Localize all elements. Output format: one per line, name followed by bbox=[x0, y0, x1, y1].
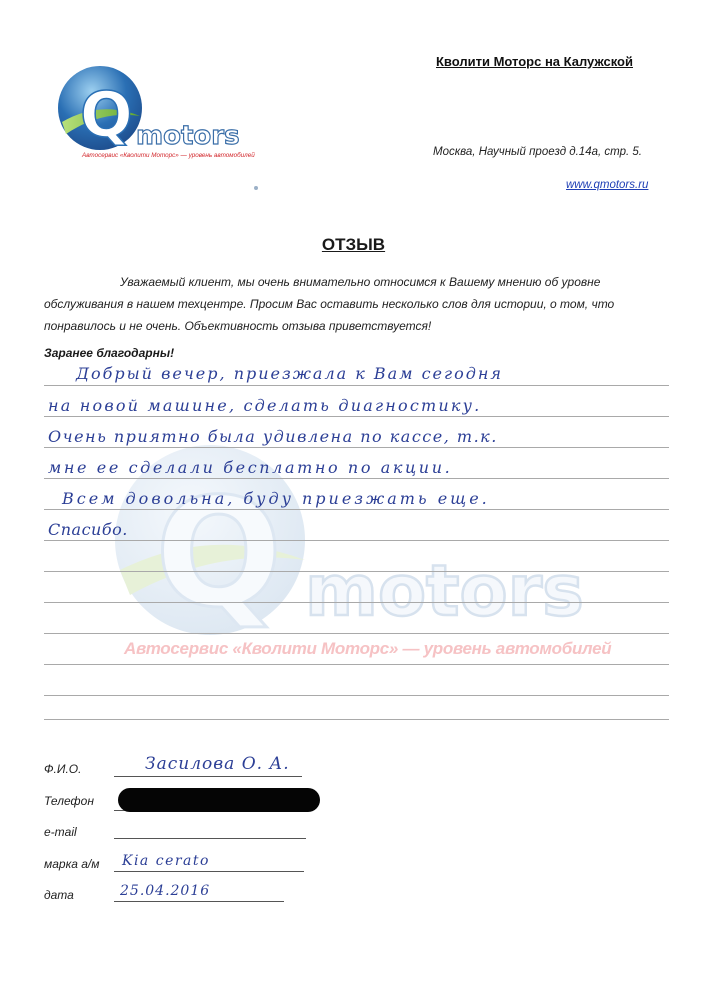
fio-label: Ф.И.О. bbox=[44, 762, 82, 776]
writing-line bbox=[44, 602, 669, 603]
watermark-word: motors bbox=[305, 550, 584, 632]
email-label: e-mail bbox=[44, 825, 77, 839]
car-field[interactable] bbox=[114, 871, 304, 872]
writing-line bbox=[44, 540, 669, 541]
date-value: 25.04.2016 bbox=[120, 883, 211, 899]
watermark-slogan: Автосервис «Кволити Моторс» — уровень автомобилей bbox=[124, 639, 612, 658]
review-line: Всем довольна, буду приезжать еще. bbox=[62, 489, 490, 508]
writing-line bbox=[44, 447, 669, 448]
writing-line bbox=[44, 571, 669, 572]
document-title: ОТЗЫВ bbox=[321, 235, 386, 254]
writing-line bbox=[44, 695, 669, 696]
review-line: на новой машине, сделать диагностику. bbox=[48, 396, 482, 415]
watermark-letter: Q bbox=[155, 467, 283, 641]
decorative-dot bbox=[254, 186, 258, 190]
company-address: Москва, Научный проезд д.14а, стр. 5. bbox=[433, 146, 642, 158]
logo-letter: Q bbox=[80, 78, 133, 151]
date-label: дата bbox=[44, 888, 74, 902]
writing-line bbox=[44, 633, 669, 634]
review-line: Очень приятно была удивлена по кассе, т.к. bbox=[48, 427, 498, 446]
writing-line bbox=[44, 719, 669, 720]
phone-label: Телефон bbox=[44, 794, 94, 808]
review-line: Спасибо. bbox=[48, 520, 128, 539]
thanks-text: Заранее благодарны! bbox=[44, 346, 175, 360]
website-link[interactable]: www.qmotors.ru bbox=[566, 179, 649, 191]
writing-line bbox=[44, 664, 669, 665]
fio-field[interactable] bbox=[114, 776, 302, 777]
review-line: мне ее сделали бесплатно по акции. bbox=[48, 458, 453, 477]
writing-line bbox=[44, 416, 669, 417]
logo-word: motors bbox=[136, 121, 240, 151]
company-name: Кволити Моторс на Калужской bbox=[436, 54, 633, 69]
intro-paragraph: Уважаемый клиент, мы очень внимательно относимся к Вашему мнению об уровне обслуживания в нашем техцентре. Просим Вас оставить несколько слов для истории, о том, что понравилось и не очень. Объективность отзыва приветствуется! bbox=[44, 275, 615, 333]
logo-slogan: Автосервис «Кволити Моторс» — уровень автомобилей bbox=[82, 152, 255, 159]
car-label: марка а/м bbox=[44, 857, 100, 871]
date-field[interactable] bbox=[114, 901, 284, 902]
writing-line bbox=[44, 385, 669, 386]
writing-line bbox=[44, 509, 669, 510]
phone-redaction bbox=[118, 788, 320, 812]
review-line: Добрый вечер, приезжала к Вам сегодня bbox=[76, 364, 503, 383]
fio-value: Засилова О. А. bbox=[145, 754, 290, 774]
writing-line bbox=[44, 478, 669, 479]
email-field[interactable] bbox=[114, 838, 306, 839]
car-value: Kia cerato bbox=[122, 853, 210, 869]
